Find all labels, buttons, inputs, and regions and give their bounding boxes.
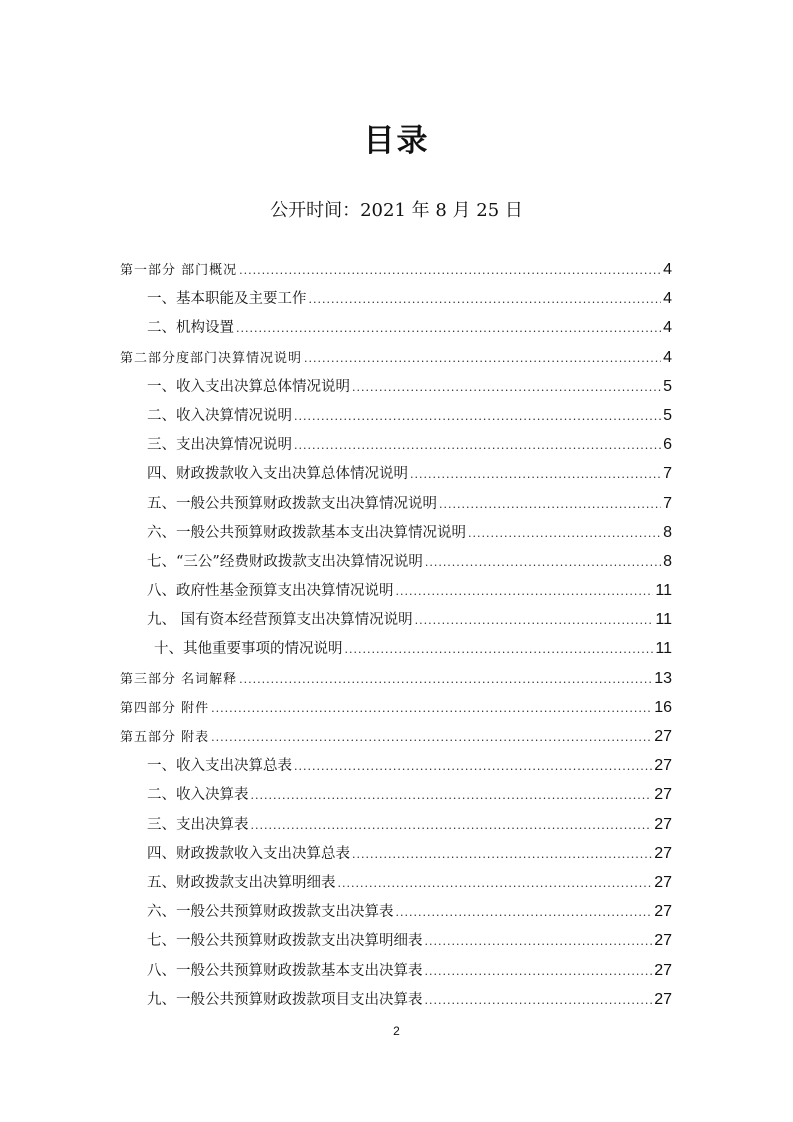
- publish-date: 公开时间：2021 年 8 月 25 日: [270, 200, 523, 221]
- toc-entry[interactable]: [120, 576, 672, 605]
- toc-entry[interactable]: [120, 956, 672, 985]
- toc-entry[interactable]: [120, 985, 672, 1014]
- toc-entry-label: 第四部分 附件: [120, 700, 210, 716]
- toc-dot-leader: [211, 694, 652, 723]
- toc-entry-label: 七、“三公”经费财政拨款支出决算情况说明: [147, 553, 423, 570]
- toc-entry-label: 一、收入支出决算总表: [147, 758, 292, 775]
- toc-entry-page: 16: [654, 698, 672, 716]
- toc-entry-page: 27: [654, 932, 672, 950]
- toc-dot-leader: [304, 344, 661, 373]
- toc-entry[interactable]: [120, 897, 672, 926]
- toc-entry-label: 八、政府性基金预算支出决算情况说明: [147, 583, 394, 600]
- toc-entry-label: 六、一般公共预算财政拨款支出决算表: [147, 904, 394, 921]
- toc-dot-leader: [352, 373, 661, 402]
- toc-dot-leader: [251, 781, 653, 810]
- toc-entry-page: 27: [654, 961, 672, 979]
- toc-entry-page: 27: [654, 728, 672, 745]
- toc-entry-label: 七、一般公共预算财政拨款支出决算明细表: [147, 933, 423, 950]
- toc-dot-leader: [439, 490, 661, 519]
- toc-entry[interactable]: [120, 605, 672, 634]
- toc-dot-leader: [236, 314, 661, 343]
- toc-entry-label: 一、基本职能及主要工作: [147, 291, 307, 308]
- toc-entry-label: 二、收入决算情况说明: [147, 407, 292, 424]
- toc-entry-label: 三、支出决算情况说明: [147, 437, 292, 454]
- toc-entry-label: 第一部分 部门概况: [120, 263, 238, 278]
- toc-entry-label: 十、其他重要事项的情况说明: [154, 641, 343, 658]
- toc-dot-leader: [309, 285, 662, 314]
- toc-entry-page: 4: [663, 319, 672, 337]
- toc-entry-label: 四、财政拨款收入支出决算总表: [147, 845, 350, 862]
- toc-entry[interactable]: [120, 372, 672, 401]
- toc-dot-leader: [415, 606, 654, 635]
- toc-entry-page: 7: [663, 465, 672, 483]
- toc-entry-page: 4: [663, 261, 672, 278]
- toc-dot-leader: [468, 519, 661, 548]
- toc-entry[interactable]: [120, 722, 672, 751]
- toc-entry[interactable]: [120, 780, 672, 809]
- toc-entry-label: 九、 国有资本经营预算支出决算情况说明: [147, 612, 413, 629]
- toc-entry-page: 27: [654, 990, 672, 1008]
- toc-entry-page: 27: [654, 903, 672, 921]
- toc-entry[interactable]: [120, 810, 672, 839]
- toc-entry[interactable]: [120, 664, 672, 693]
- toc-entry[interactable]: [120, 839, 672, 868]
- toc-entry-page: 13: [654, 669, 672, 687]
- toc-entry-label: 五、一般公共预算财政拨款支出决算情况说明: [147, 495, 437, 512]
- toc-dot-leader: [425, 927, 653, 956]
- toc-entry-label: 四、财政拨款收入支出决算总体情况说明: [147, 466, 408, 483]
- toc-entry[interactable]: [120, 926, 672, 955]
- toc-entry-label: 五、财政拨款支出决算明细表: [147, 874, 336, 891]
- toc-dot-leader: [239, 256, 661, 285]
- toc-entry[interactable]: [120, 868, 672, 897]
- toc-entry-page: 27: [654, 786, 672, 804]
- toc-entry-page: 27: [654, 757, 672, 775]
- toc-entry-page: 27: [654, 873, 672, 891]
- toc-entry-page: 27: [654, 844, 672, 862]
- table-of-contents: [120, 255, 672, 1014]
- toc-entry[interactable]: [120, 693, 672, 722]
- toc-dot-leader: [338, 869, 653, 898]
- toc-entry-page: 11: [655, 582, 672, 600]
- toc-entry-label: 一、收入支出决算总体情况说明: [147, 378, 350, 395]
- toc-entry[interactable]: [120, 459, 672, 488]
- toc-entry-page: 11: [655, 611, 672, 629]
- toc-entry[interactable]: [120, 751, 672, 780]
- toc-entry[interactable]: [120, 430, 672, 459]
- toc-entry[interactable]: [120, 313, 672, 342]
- toc-entry-label: 六、一般公共预算财政拨款基本支出决算情况说明: [147, 524, 466, 541]
- toc-dot-leader: [425, 986, 653, 1015]
- toc-entry[interactable]: [120, 255, 672, 284]
- toc-entry-label: 八、一般公共预算财政拨款基本支出决算表: [147, 962, 423, 979]
- toc-entry-page: 8: [663, 523, 672, 541]
- toc-entry-page: 4: [663, 348, 672, 366]
- toc-dot-leader: [425, 548, 661, 577]
- toc-dot-leader: [294, 752, 652, 781]
- toc-dot-leader: [345, 635, 654, 664]
- toc-dot-leader: [425, 957, 653, 986]
- toc-dot-leader: [294, 431, 661, 460]
- toc-entry-page: 6: [663, 436, 672, 454]
- toc-entry-label: 二、机构设置: [147, 320, 234, 337]
- toc-entry[interactable]: [120, 634, 672, 663]
- toc-dot-leader: [352, 840, 652, 869]
- toc-dot-leader: [251, 811, 653, 840]
- page-title: 目录: [363, 122, 430, 159]
- toc-entry-label: 第三部分 名词解释: [120, 671, 238, 687]
- toc-entry-page: 4: [663, 290, 672, 308]
- toc-entry[interactable]: [120, 489, 672, 518]
- toc-entry[interactable]: [120, 518, 672, 547]
- toc-dot-leader: [410, 460, 661, 489]
- toc-dot-leader: [239, 665, 652, 694]
- toc-entry-page: 8: [663, 552, 672, 570]
- toc-entry[interactable]: [120, 547, 672, 576]
- toc-entry-label: 第二部分度部门决算情况说明: [120, 350, 303, 366]
- toc-dot-leader: [294, 402, 661, 431]
- toc-entry-label: 二、收入决算表: [147, 787, 249, 804]
- toc-entry-label: 第五部分 附表: [120, 730, 210, 745]
- toc-entry-label: 三、支出决算表: [147, 816, 249, 833]
- page-number: 2: [393, 1024, 400, 1038]
- toc-entry-label: 九、一般公共预算财政拨款项目支出决算表: [147, 991, 423, 1008]
- toc-entry-page: 27: [654, 815, 672, 833]
- toc-dot-leader: [396, 898, 653, 927]
- toc-entry[interactable]: [120, 284, 672, 313]
- toc-entry-page: 11: [655, 640, 672, 658]
- toc-entry-page: 7: [663, 494, 672, 512]
- toc-dot-leader: [211, 723, 652, 752]
- toc-entry[interactable]: [120, 401, 672, 430]
- toc-dot-leader: [396, 577, 654, 606]
- toc-entry-page: 5: [663, 406, 672, 424]
- toc-entry[interactable]: [120, 343, 672, 372]
- toc-entry-page: 5: [663, 377, 672, 395]
